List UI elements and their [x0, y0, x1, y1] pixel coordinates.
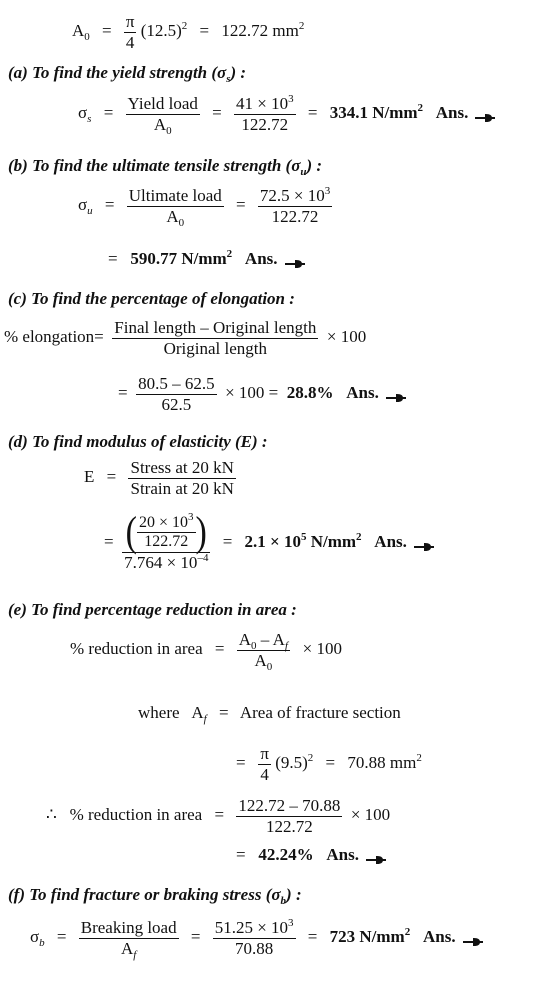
reduction-in-area-equation: % reduction in area = $\frac{A_0 - A_f}{A_0}$ × 100 — [70, 630, 343, 673]
heading-yield-strength: (a) To find the yield strength $(\sigma_s)$ : — [8, 63, 247, 85]
pointing-hand-icon — [365, 851, 387, 861]
ultimate-strength-result: = 590.77 $N/mm^2$ Ans. — [108, 250, 306, 267]
fracture-area-value: = $\frac{\pi}{4}$ $(9.5)^2 = 70.88$ $mm^2$ — [236, 744, 422, 784]
heading-ultimate-strength: (b) To find the ultimate tensile strength $(\sigma_u)$ : — [8, 156, 323, 178]
reduction-in-area-result: = 42.24% Ans. — [236, 846, 387, 863]
pointing-hand-icon — [413, 538, 435, 548]
modulus-calculation: = ( $\frac{20 \times 10^3}{122.72}$ ) $7.764 \times 10^{-4}$ = $2.1 \times 10^5$ $N/mm^2$ Ans. — [104, 514, 435, 572]
pointing-hand-icon — [474, 109, 496, 119]
pointing-hand-icon — [284, 255, 306, 265]
elongation-equation: % elongation= $\frac{\text{Final length – Original length}}{\text{Original length}}$ × 100 — [4, 318, 367, 358]
ultimate-strength-equation: $\sigma_u$ = $\frac{\text{Ultimate load}}{A_0}$ = $\frac{72.5 \times 10^3}{122.72}$ — [78, 185, 331, 229]
a0-equation: $A_0$ = $\frac{\pi}{4}$ $(12.5)^2 = 122.72$ $mm^2$ — [72, 12, 305, 52]
reduction-in-area-calculation: ∴ % reduction in area = $\frac{122.72 - 70.88}{122.72}$ × 100 — [46, 796, 391, 836]
pointing-hand-icon — [385, 389, 407, 399]
heading-elongation: (c) To find the percentage of elongation : — [8, 289, 295, 308]
breaking-stress-equation: $\sigma_b$ = $\frac{\text{Breaking load}}{A_f}$ = $\frac{51.25 \times 10^3}{70.88}$ = 723 $N/mm^2$ Ans. — [30, 918, 484, 958]
heading-breaking-stress: (f) To find fracture or braking stress $(\sigma_b)$ : — [8, 885, 302, 907]
fracture-area-definition: where $A_f$ = Area of fracture section — [138, 703, 401, 725]
heading-modulus: (d) To find modulus of elasticity (E) : — [8, 432, 268, 451]
heading-reduction-in-area: (e) To find percentage reduction in area : — [8, 600, 297, 619]
yield-strength-equation: $\sigma_s$ = $\frac{\text{Yield load}}{A_0}$ = $\frac{41 \times 10^3}{122.72}$ = 334.1 $N/mm^2$ Ans. — [78, 94, 496, 134]
modulus-definition: E = $\frac{\text{Stress at 20 kN}}{\text{Strain at 20 kN}}$ — [84, 458, 234, 498]
pointing-hand-icon — [462, 933, 484, 943]
elongation-calculation: = $\frac{80.5 - 62.5}{62.5}$ × 100 = 28.8% Ans. — [118, 374, 407, 414]
